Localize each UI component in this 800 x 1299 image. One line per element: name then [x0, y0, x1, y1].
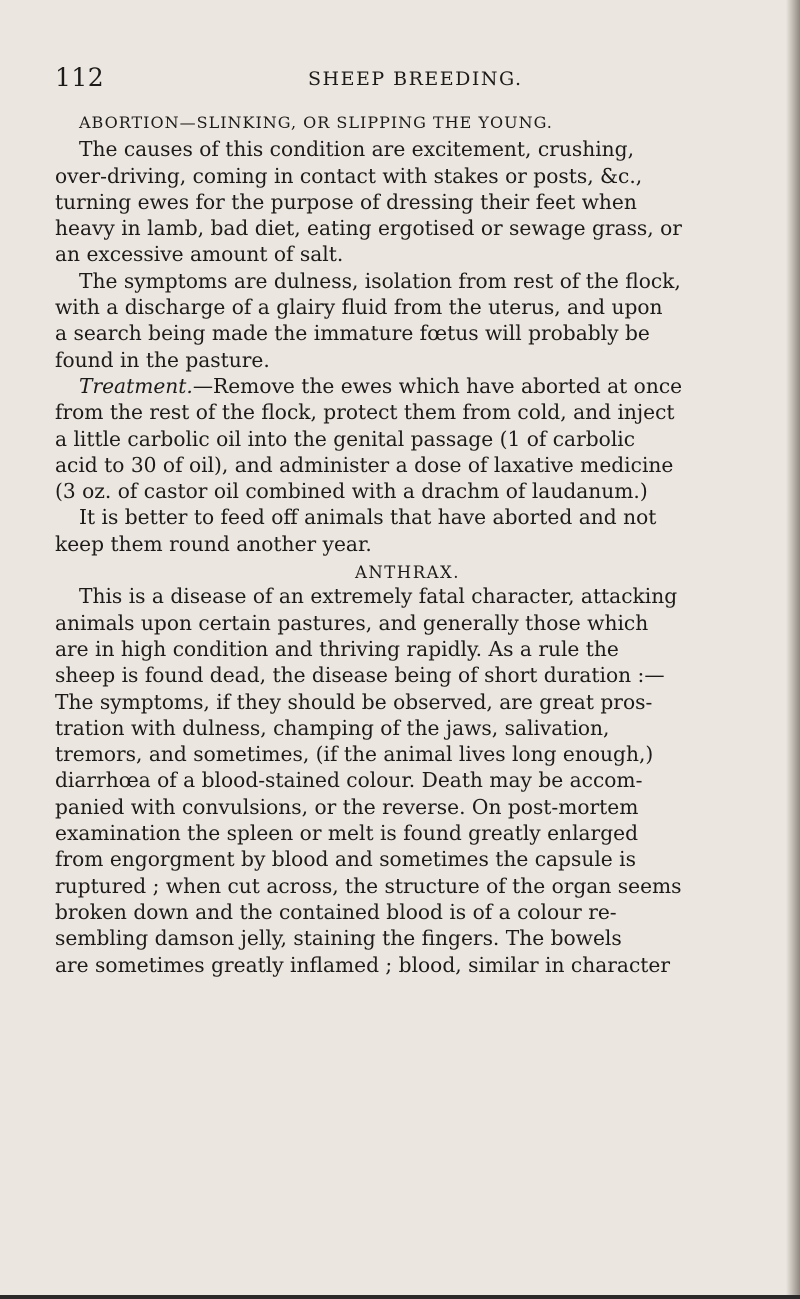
page-body — [55, 110, 760, 978]
text-line: It is better to feed off animals that have aborted and not — [79, 505, 657, 530]
text-line: with a discharge of a glairy fluid from the uterus, and upon — [55, 295, 663, 320]
text-line: ruptured ; when cut across, the structure of the organ seems — [55, 873, 682, 898]
text-line: diarrhœa of a blood-stained colour. Death may be accom- — [55, 768, 643, 793]
text-line: sembling damson jelly, staining the fingers. The bowels — [55, 926, 622, 951]
text-line: tration with dulness, champing of the jaws, salivation, — [55, 715, 610, 740]
text-line: broken down and the contained blood is of a colour re- — [55, 899, 617, 924]
text-line: sheep is found dead, the disease being of short duration :— — [55, 663, 665, 688]
text-line: acid to 30 of oil), and administer a dose of laxative medicine — [55, 452, 674, 477]
text-line: keep them round another year. — [55, 531, 372, 556]
text-line: panied with convulsions, or the reverse. On post-mortem — [55, 794, 639, 819]
page-bottom-border — [0, 1295, 800, 1299]
text-line: a search being made the immature fœtus will probably be — [55, 321, 650, 346]
text-line: turning ewes for the purpose of dressing their feet when — [55, 189, 637, 214]
text-line: from engorgment by blood and sometimes the capsule is — [55, 847, 636, 872]
page-number: 112 — [55, 63, 105, 92]
text-line: animals upon certain pastures, and generally those which — [55, 610, 649, 635]
text-line: (3 oz. of castor oil combined with a drachm of laudanum.) — [55, 479, 648, 504]
section-heading-abortion: ABORTION—SLINKING, OR SLIPPING THE YOUNG. — [79, 113, 553, 132]
page-header — [55, 63, 755, 93]
page-edge-shadow — [786, 0, 800, 1299]
text-line: The symptoms are dulness, isolation from rest of the flock, — [79, 268, 681, 293]
running-head: SHEEP BREEDING. — [308, 68, 523, 90]
text-line: The causes of this condition are excitement, crushing, — [79, 137, 634, 162]
text-line: heavy in lamb, bad diet, eating ergotised or sewage grass, or — [55, 216, 682, 241]
text-line: from the rest of the flock, protect them from cold, and inject — [55, 400, 675, 425]
text-line: The symptoms, if they should be observed, are great pros- — [55, 689, 653, 714]
section-heading-anthrax: ANTHRAX. — [354, 563, 461, 583]
text-line: found in the pasture. — [55, 347, 270, 372]
text-line: an excessive amount of salt. — [55, 242, 344, 267]
text-line: tremors, and sometimes, (if the animal lives long enough,) — [55, 742, 654, 767]
treatment-label: Treatment. — [79, 373, 193, 398]
text-line: over-driving, coming in contact with stakes or posts, &c., — [55, 163, 643, 188]
text-line: are in high condition and thriving rapidly. As a rule the — [55, 636, 619, 661]
text-line: This is a disease of an extremely fatal character, attacking — [79, 584, 678, 609]
text-line: a little carbolic oil into the genital passage (1 of carbolic — [55, 426, 636, 451]
text-line: are sometimes greatly inflamed ; blood, similar in character — [55, 952, 670, 977]
text-line: examination the spleen or melt is found greatly enlarged — [55, 821, 639, 846]
treatment-line: Treatment.—Remove the ewes which have aborted at once — [79, 373, 683, 398]
